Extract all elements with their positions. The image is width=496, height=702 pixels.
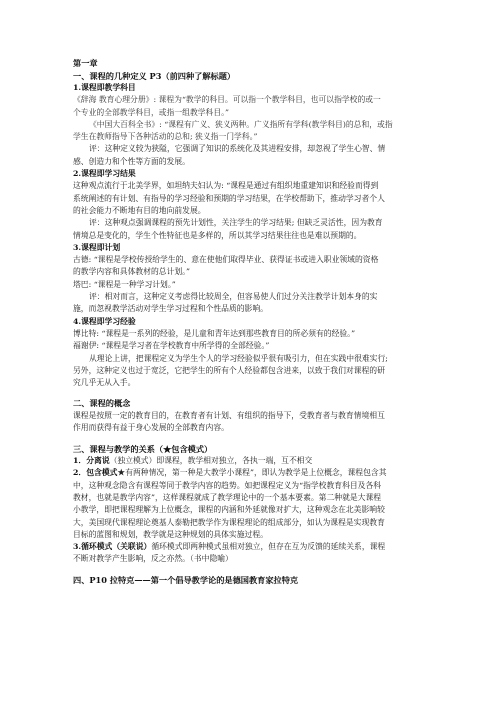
s2-line-4: 评：这种观点强调课程的预先计划性，关注学生的学习结果; 但缺乏灵活性，因为教育 — [89, 218, 383, 228]
s1-line-3: 《中国大百科全书》: “课程有广义、狭义两种。广义指所有学科(教学科目)的总和，或指 — [89, 119, 393, 129]
sec3-item-3-line-2: 不断对教学产生影响，反之亦然。（书中隐喻） — [73, 554, 233, 564]
s1-line-1: 《辞海 教育心理分册》: 课程为“教学的科目。可以指一个教学科目，也可以指学校的或一 — [73, 95, 381, 105]
sec3-item-1-text: （独立模式）即课程，教学相对独立，各执一端，互不相交 — [109, 456, 313, 466]
section1-title: 一、课程的几种定义 P3（前四种了解标题） — [73, 70, 236, 81]
sec3-item-2-line-2: 中，这种观念隐含有课程等同于教学内容的趋势。如把课程定义为“指学校教育科目及各科 — [73, 480, 382, 490]
s3-line-5: 施，而忽视教学活动对学生学习过程和个性品质的影响。 — [73, 304, 268, 314]
s3-heading: 3.课程即计划 — [73, 242, 121, 252]
s4-line-4: 另外，这种定义也过于宽泛，它把学生的所有个人经验都包含进来，以致于我们对课程的研 — [73, 365, 385, 375]
s2-heading: 2.课程即学习结果 — [73, 169, 136, 179]
s4-heading: 4.课程即学习经验 — [73, 316, 136, 326]
sec3-item-2-line-6: 目标的蓝图和规划，教学就是这种规划的具体实施过程。 — [73, 529, 268, 539]
s1-line-6: 感、创造力和个性等方面的发展。 — [73, 156, 190, 166]
sec3-item-3 — [73, 541, 446, 553]
s3-line-4: 评：相对而言，这种定义考虑得比较周全，但容易使人们过分关注教学计划本身的实 — [89, 292, 378, 302]
s4-line-1: 博比特: “课程是一系列的经验，是儿童和青年达到那些教育目的所必须有的经验。” — [73, 328, 356, 338]
sec3-item-1 — [73, 455, 446, 467]
s3-line-1: 古德: “课程是学校传授给学生的、意在使他们取得毕业、获得证书或进入职业领域的资格 — [73, 255, 379, 265]
sec3-item-2-line-4: 小教学，即把课程理解为上位概念，课程的内涵和外延就像对扩大，这种观念在北美影响较 — [73, 505, 385, 515]
s3-line-3: 塔巴: “课程是一种学习计划。” — [73, 279, 176, 289]
sec3-item-3-lead: 3.循环模式（关联说） — [73, 542, 152, 552]
sec2-line-1: 课程是按照一定的教育目的，在教育者有计划、有组织的指导下，受教育者与教育情境相互 — [73, 410, 385, 420]
s2-line-3: 的社会能力不断地有目的地向前发展。 — [73, 205, 206, 215]
chapter-title: 第一章 — [73, 58, 98, 68]
sec3-item-2-text: ★有两种情况，第一种是大教学小课程”，即认为教学是上位概念，课程包含其 — [117, 468, 387, 478]
section4-title: 四、P10 拉特克——第一个倡导教学论的是德国教育家拉特克 — [73, 574, 299, 585]
s2-line-1: 这种观点流行于北美学界，如坦纳夫妇认为: “课程是通过有组织地重建知识和经验而得到 — [73, 181, 379, 191]
sec3-item-2 — [73, 467, 446, 479]
s2-line-2: 系统阐述的有计划、有指导的学习经验和预期的学习结果，在学校帮助下，推动学习者个人 — [73, 193, 385, 203]
sec3-item-1-lead: 1．分离说 — [73, 456, 110, 466]
s2-line-5: 情境总是变化的，学生个性特征也是多样的，所以其学习结果往往也是难以预期的。 — [73, 230, 362, 240]
sec3-item-3-text: 循环模式即两种模式虽相对独立，但存在互为反馈的延续关系，课程 — [151, 542, 386, 552]
sec2-line-2: 作用而获得有益于身心发展的全部教育内容。 — [73, 423, 229, 433]
sec3-item-2-lead: 2．包含模式 — [73, 468, 118, 478]
s1-heading: 1.课程即教学科目 — [73, 83, 136, 92]
sec3-item-2-line-5: 大，美国现代课程理论奠基人泰勒把教学作为课程理论的组成部分，如认为课程是实现教育 — [73, 517, 385, 527]
section2-title: 二、课程的概念 — [73, 398, 131, 409]
s1-line-2: 个专业的全部教学科目，或指一组教学科目。” — [73, 107, 230, 117]
sec3-item-2-line-3: 教材，也就是教学内容”，这样课程就成了教学理论中的一个基本要素。第二种就是大课程 — [73, 492, 382, 502]
s4-line-3: 从理论上讲，把课程定义为学生个人的学习经验似乎很有吸引力，但在实践中很难实行; — [89, 353, 388, 363]
s4-line-5: 究几乎无从入手。 — [73, 378, 136, 388]
s4-line-2: 福谢伊: “课程是学习者在学校教育中所学得的全部经验。” — [73, 341, 270, 351]
s1-line-5: 评：这种定义较为狭隘，它强调了知识的系统化及其进程安排，却忽视了学生心智、情 — [89, 144, 386, 154]
section3-title: 三、课程与教学的关系（★包含模式） — [73, 443, 213, 454]
s1-line-4: 学生在教师指导下各种活动的总和; 狭义指一门学科。” — [73, 132, 258, 142]
s3-line-2: 的教学内容和具体教材的总计划。” — [73, 267, 191, 277]
